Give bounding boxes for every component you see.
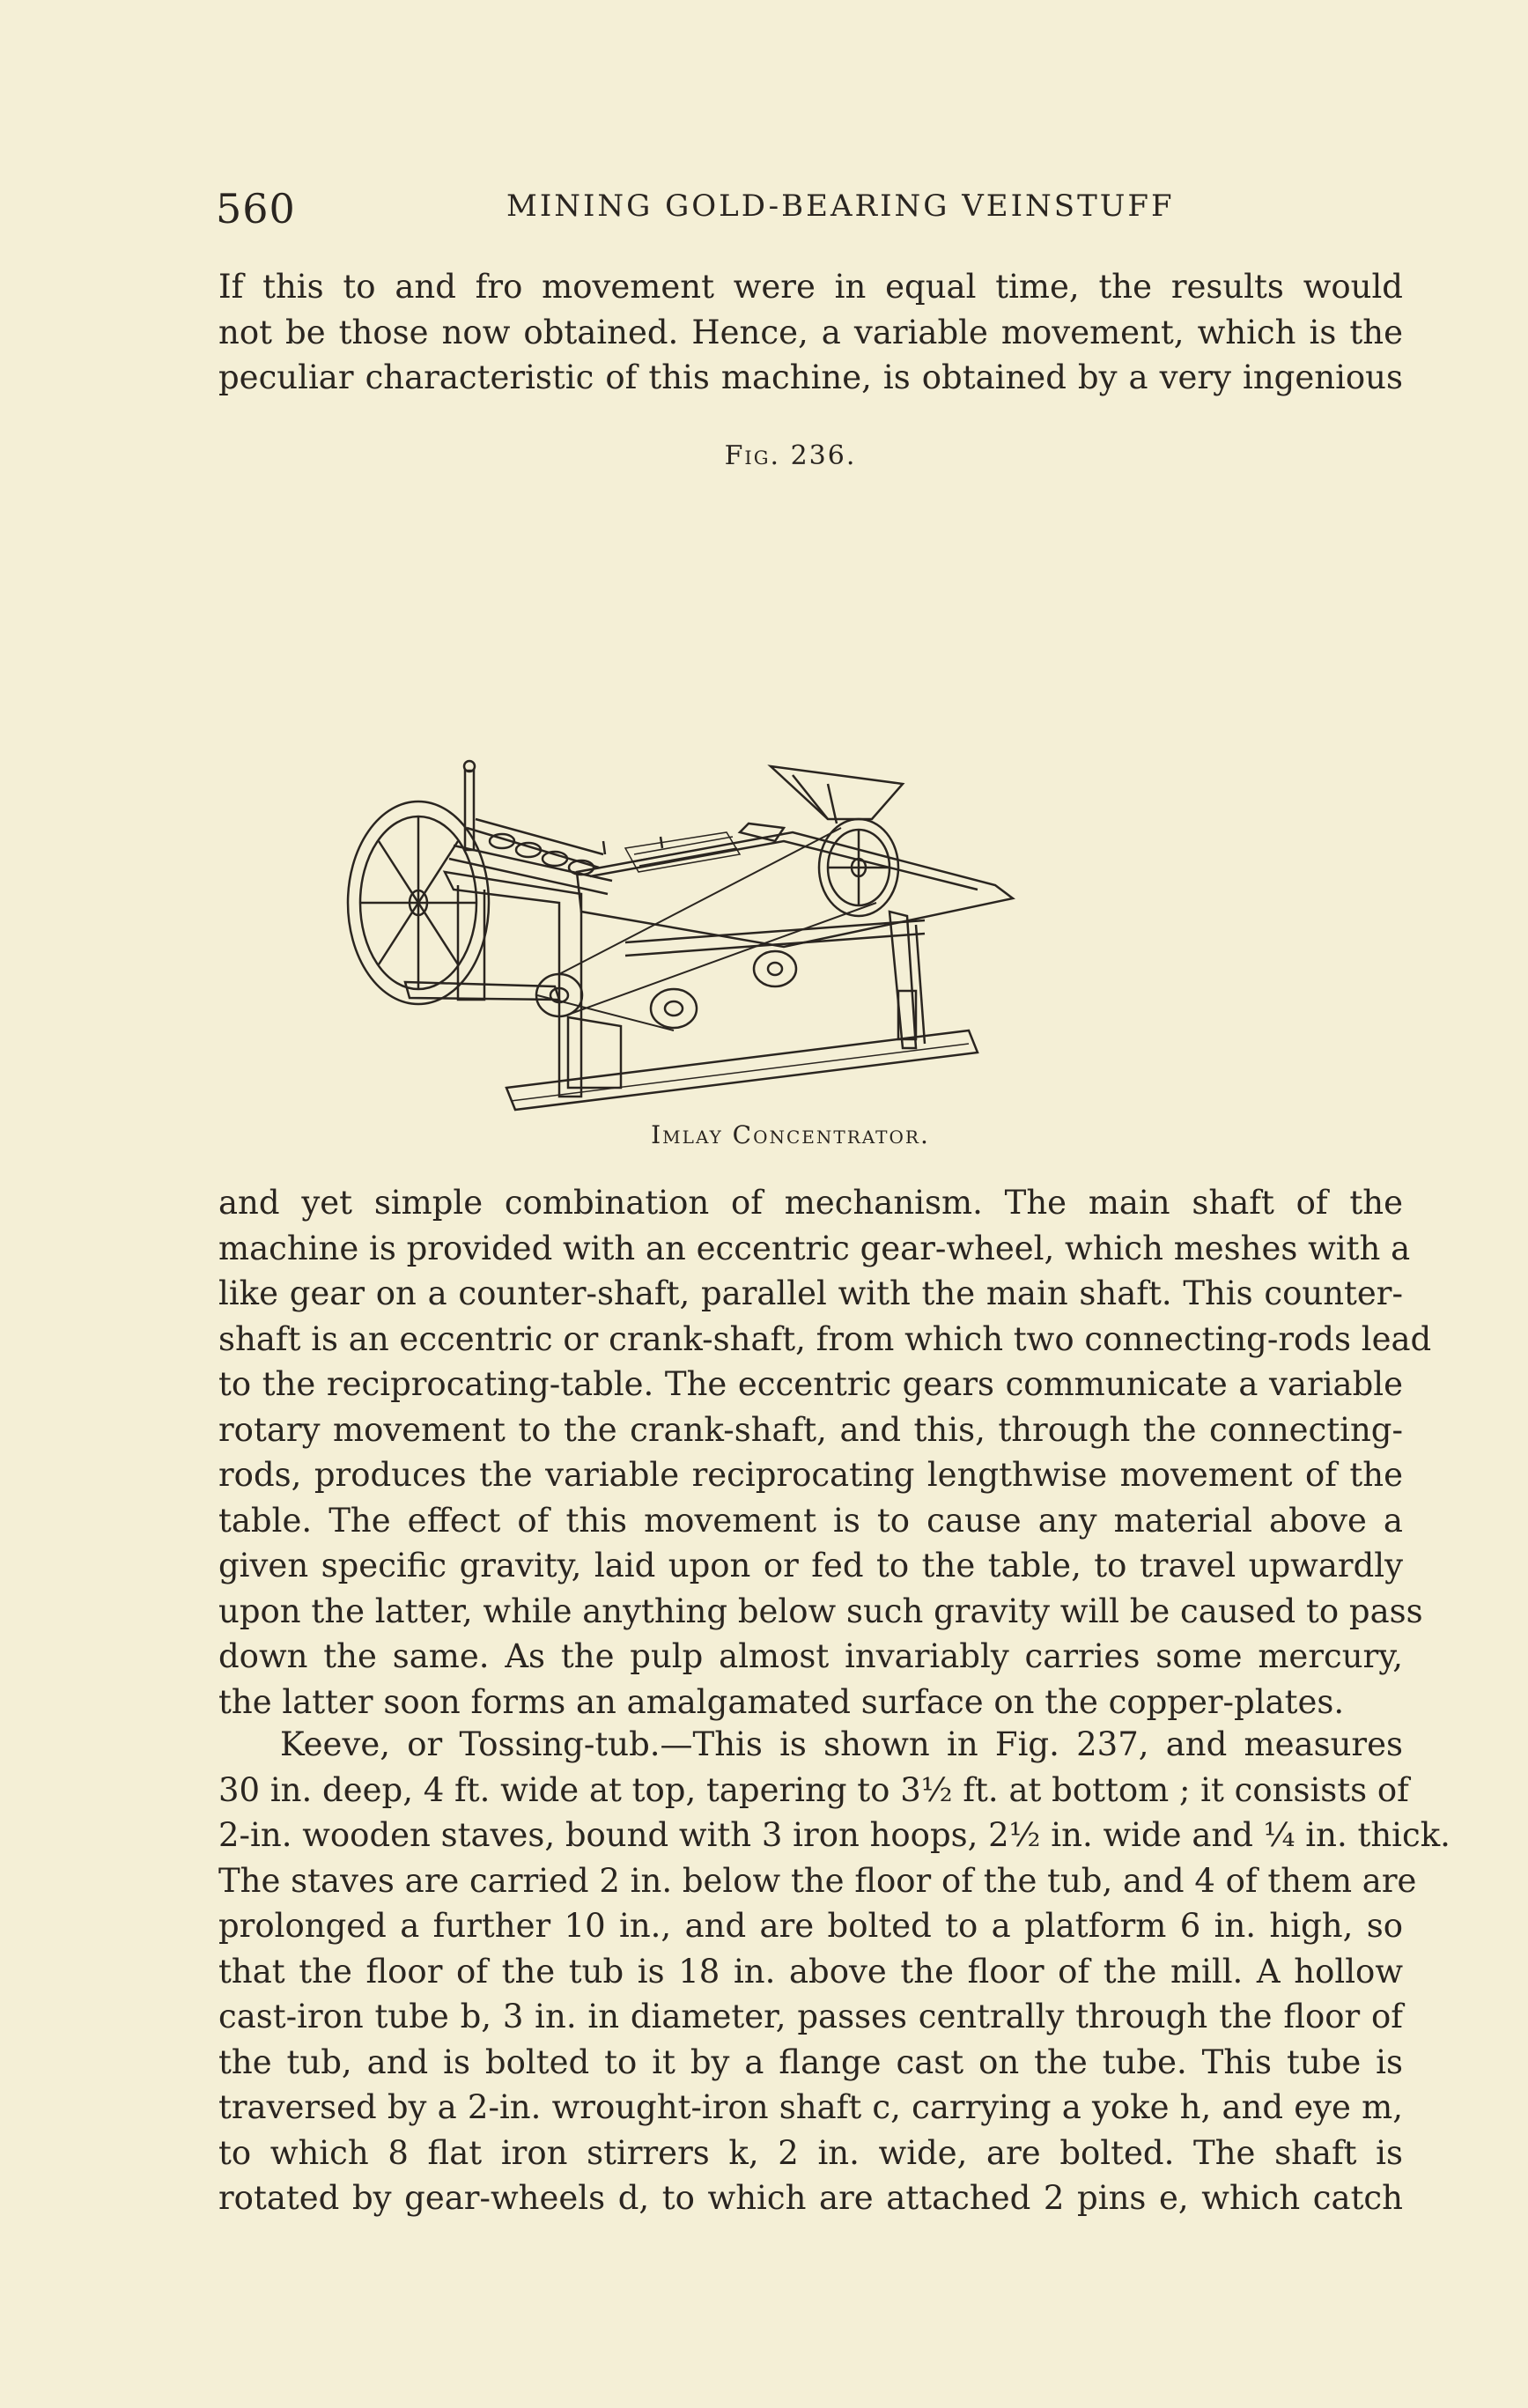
paragraph-1: [218, 264, 1403, 401]
text-line: 30 in. deep, 4 ft. wide at top, tapering to 3½ ft. at bottom ; it consists of: [218, 1770, 1409, 1809]
text-line: table. The effect of this movement is to cause any material above a: [218, 1501, 1403, 1540]
text-line: rods, produces the variable reciprocating lengthwise movement of the: [218, 1456, 1403, 1494]
page-number: 560: [216, 185, 296, 233]
text-line: upon the latter, while anything below such gravity will be caused to pass: [218, 1592, 1423, 1630]
text-line: cast-iron tube b, 3 in. in diameter, passes centrally through the floor of: [218, 1998, 1403, 2035]
text-line: to which 8 flat iron stirrers k, 2 in. wide, are bolted. The shaft is: [218, 2133, 1403, 2172]
text-line: traversed by a 2-in. wrought-iron shaft c, carrying a yoke h, and eye m,: [218, 2088, 1403, 2126]
text-line: peculiar characteristic of this machine, is obtained by a very ingenious: [218, 358, 1403, 396]
page-header: [207, 185, 1405, 238]
text-line: prolonged a further 10 in., and are bolted to a platform 6 in. high, so: [218, 1907, 1403, 1945]
text-line: 2-in. wooden staves, bound with 3 iron hoops, 2½ in. wide and ¼ in. thick.: [218, 1816, 1450, 1854]
text-line: rotated by gear-wheels d, to which are attached 2 pins e, which catch: [218, 2179, 1403, 2217]
text-line: If this to and fro movement were in equal time, the results would: [218, 268, 1403, 306]
text-line: like gear on a counter-shaft, parallel with the main shaft. This counter-: [218, 1274, 1403, 1312]
text-line: Keeve, or Tossing-tub.—This is shown in Fig. 237, and measures: [280, 1725, 1403, 1763]
hopper: [771, 766, 903, 824]
text-line: machine is provided with an eccentric gear-wheel, which meshes with a: [218, 1229, 1411, 1267]
text-line: The staves are carried 2 in. below the floor of the tub, and 4 of them are: [218, 1861, 1417, 1900]
paragraph-3: [218, 1722, 1450, 2221]
counter-shaft-pulley: [536, 951, 796, 1028]
imlay-concentrator-illustration: [220, 480, 1383, 1127]
flywheel: [348, 801, 489, 1004]
text-line: given specific gravity, laid upon or fed to the table, to travel upwardly: [218, 1547, 1403, 1584]
text-line: shaft is an eccentric or crank-shaft, from which two connecting-rods lead: [218, 1319, 1432, 1358]
text-line: that the floor of the tub is 18 in. above the floor of the mill. A hollow: [218, 1952, 1403, 1991]
text-line: the tub, and is bolted to it by a flange cast on the tube. This tube is: [218, 2042, 1403, 2081]
figure-caption: Imlay Concentrator.: [651, 1120, 930, 1149]
text-line: to the reciprocating-table. The eccentric gears communicate a variable: [218, 1365, 1403, 1403]
figure-label: Fig. 236.: [724, 440, 857, 471]
text-line: rotary movement to the crank-shaft, and this, through the connecting-: [218, 1410, 1403, 1449]
text-line: not be those now obtained. Hence, a variable movement, which is the: [218, 313, 1403, 351]
text-line: down the same. As the pulp almost invariably carries some mercury,: [218, 1637, 1403, 1675]
paragraph-2: [218, 1180, 1432, 1725]
text-line: and yet simple combination of mechanism. The main shaft of the: [218, 1184, 1403, 1222]
text-line: the latter soon forms an amalgamated surface on the copper-plates.: [218, 1682, 1345, 1721]
running-title: MINING GOLD-BEARING VEINSTUFF: [506, 188, 1175, 224]
